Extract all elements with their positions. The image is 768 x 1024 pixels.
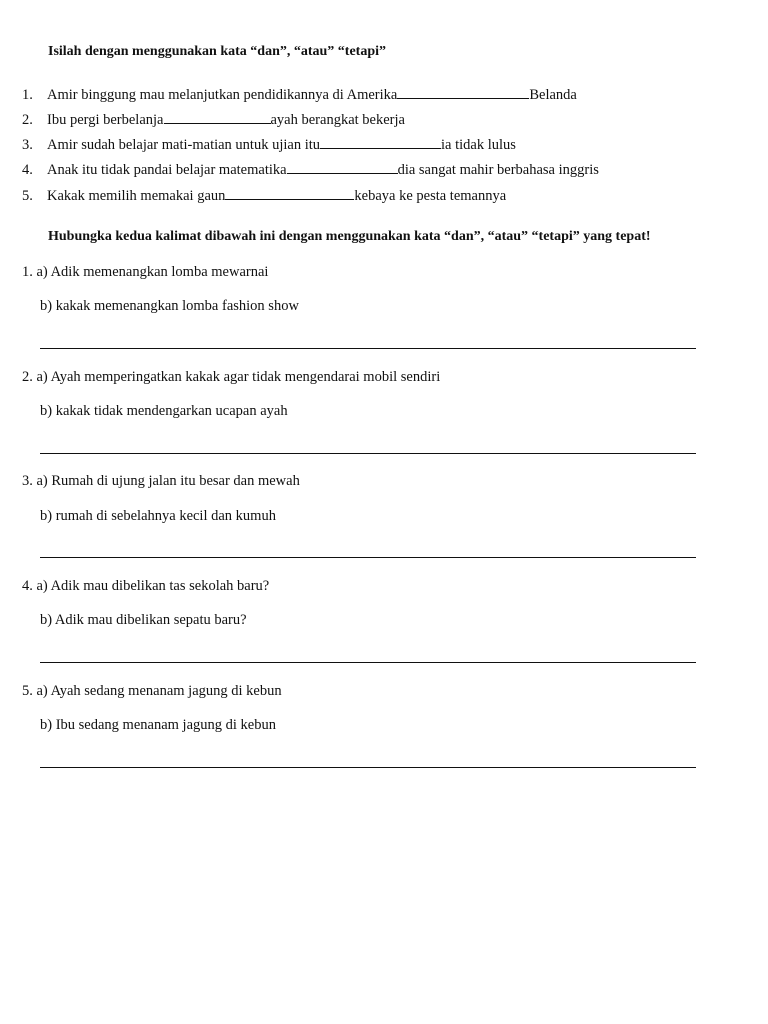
fill-blank[interactable]: [397, 86, 529, 99]
fill-item-5: [22, 187, 506, 205]
item-number: 1.: [22, 87, 33, 103]
question-2-b: b) kakak tidak mendengarkan ucapan ayah: [40, 403, 288, 419]
fill-item-1: [22, 86, 577, 104]
section1-heading: Isilah dengan menggunakan kata “dan”, “atau” “tetapi”: [48, 44, 387, 59]
fill-blank[interactable]: [320, 136, 441, 149]
item-number: 2.: [22, 112, 33, 128]
item-text-after: dia sangat mahir berbahasa inggris: [397, 162, 599, 178]
question-2-a: 2. a) Ayah memperingatkan kakak agar tidak mengendarai mobil sendiri: [22, 369, 441, 385]
fill-blank[interactable]: [287, 161, 398, 174]
fill-blank[interactable]: [225, 187, 354, 200]
answer-line-3[interactable]: [40, 557, 696, 558]
question-3-b: b) rumah di sebelahnya kecil dan kumuh: [40, 508, 276, 524]
question-4-b: b) Adik mau dibelikan sepatu baru?: [40, 612, 247, 628]
fill-item-2: [22, 111, 405, 129]
question-1-a: 1. a) Adik memenangkan lomba mewarnai: [22, 264, 269, 280]
item-text-after: kebaya ke pesta temannya: [354, 188, 507, 204]
question-4-a: 4. a) Adik mau dibelikan tas sekolah baru?: [22, 578, 270, 594]
item-text-before: Ibu pergi berbelanja: [47, 112, 164, 128]
item-text-before: Amir sudah belajar mati-matian untuk ujian itu: [47, 137, 321, 153]
answer-line-5[interactable]: [40, 767, 696, 768]
item-text-after: ia tidak lulus: [441, 137, 516, 153]
answer-line-1[interactable]: [40, 348, 696, 349]
item-text-before: Kakak memilih memakai gaun: [47, 188, 226, 204]
section2-heading: Hubungka kedua kalimat dibawah ini dengan menggunakan kata “dan”, “atau” “tetapi” yang tepat!: [48, 229, 651, 244]
question-1-b: b) kakak memenangkan lomba fashion show: [40, 298, 299, 314]
question-5-a: 5. a) Ayah sedang menanam jagung di kebun: [22, 683, 282, 699]
item-text-before: Amir binggung mau melanjutkan pendidikannya di Amerika: [47, 87, 398, 103]
item-number: 4.: [22, 162, 33, 178]
item-number: 5.: [22, 188, 33, 204]
fill-blank[interactable]: [164, 111, 271, 124]
question-3-a: 3. a) Rumah di ujung jalan itu besar dan mewah: [22, 473, 300, 489]
fill-item-3: [22, 136, 516, 154]
item-text-after: ayah berangkat bekerja: [270, 112, 405, 128]
item-number: 3.: [22, 137, 33, 153]
answer-line-4[interactable]: [40, 662, 696, 663]
item-text-after: Belanda: [529, 87, 577, 103]
question-5-b: b) Ibu sedang menanam jagung di kebun: [40, 717, 276, 733]
fill-item-4: [22, 161, 599, 179]
answer-line-2[interactable]: [40, 453, 696, 454]
item-text-before: Anak itu tidak pandai belajar matematika: [47, 162, 287, 178]
